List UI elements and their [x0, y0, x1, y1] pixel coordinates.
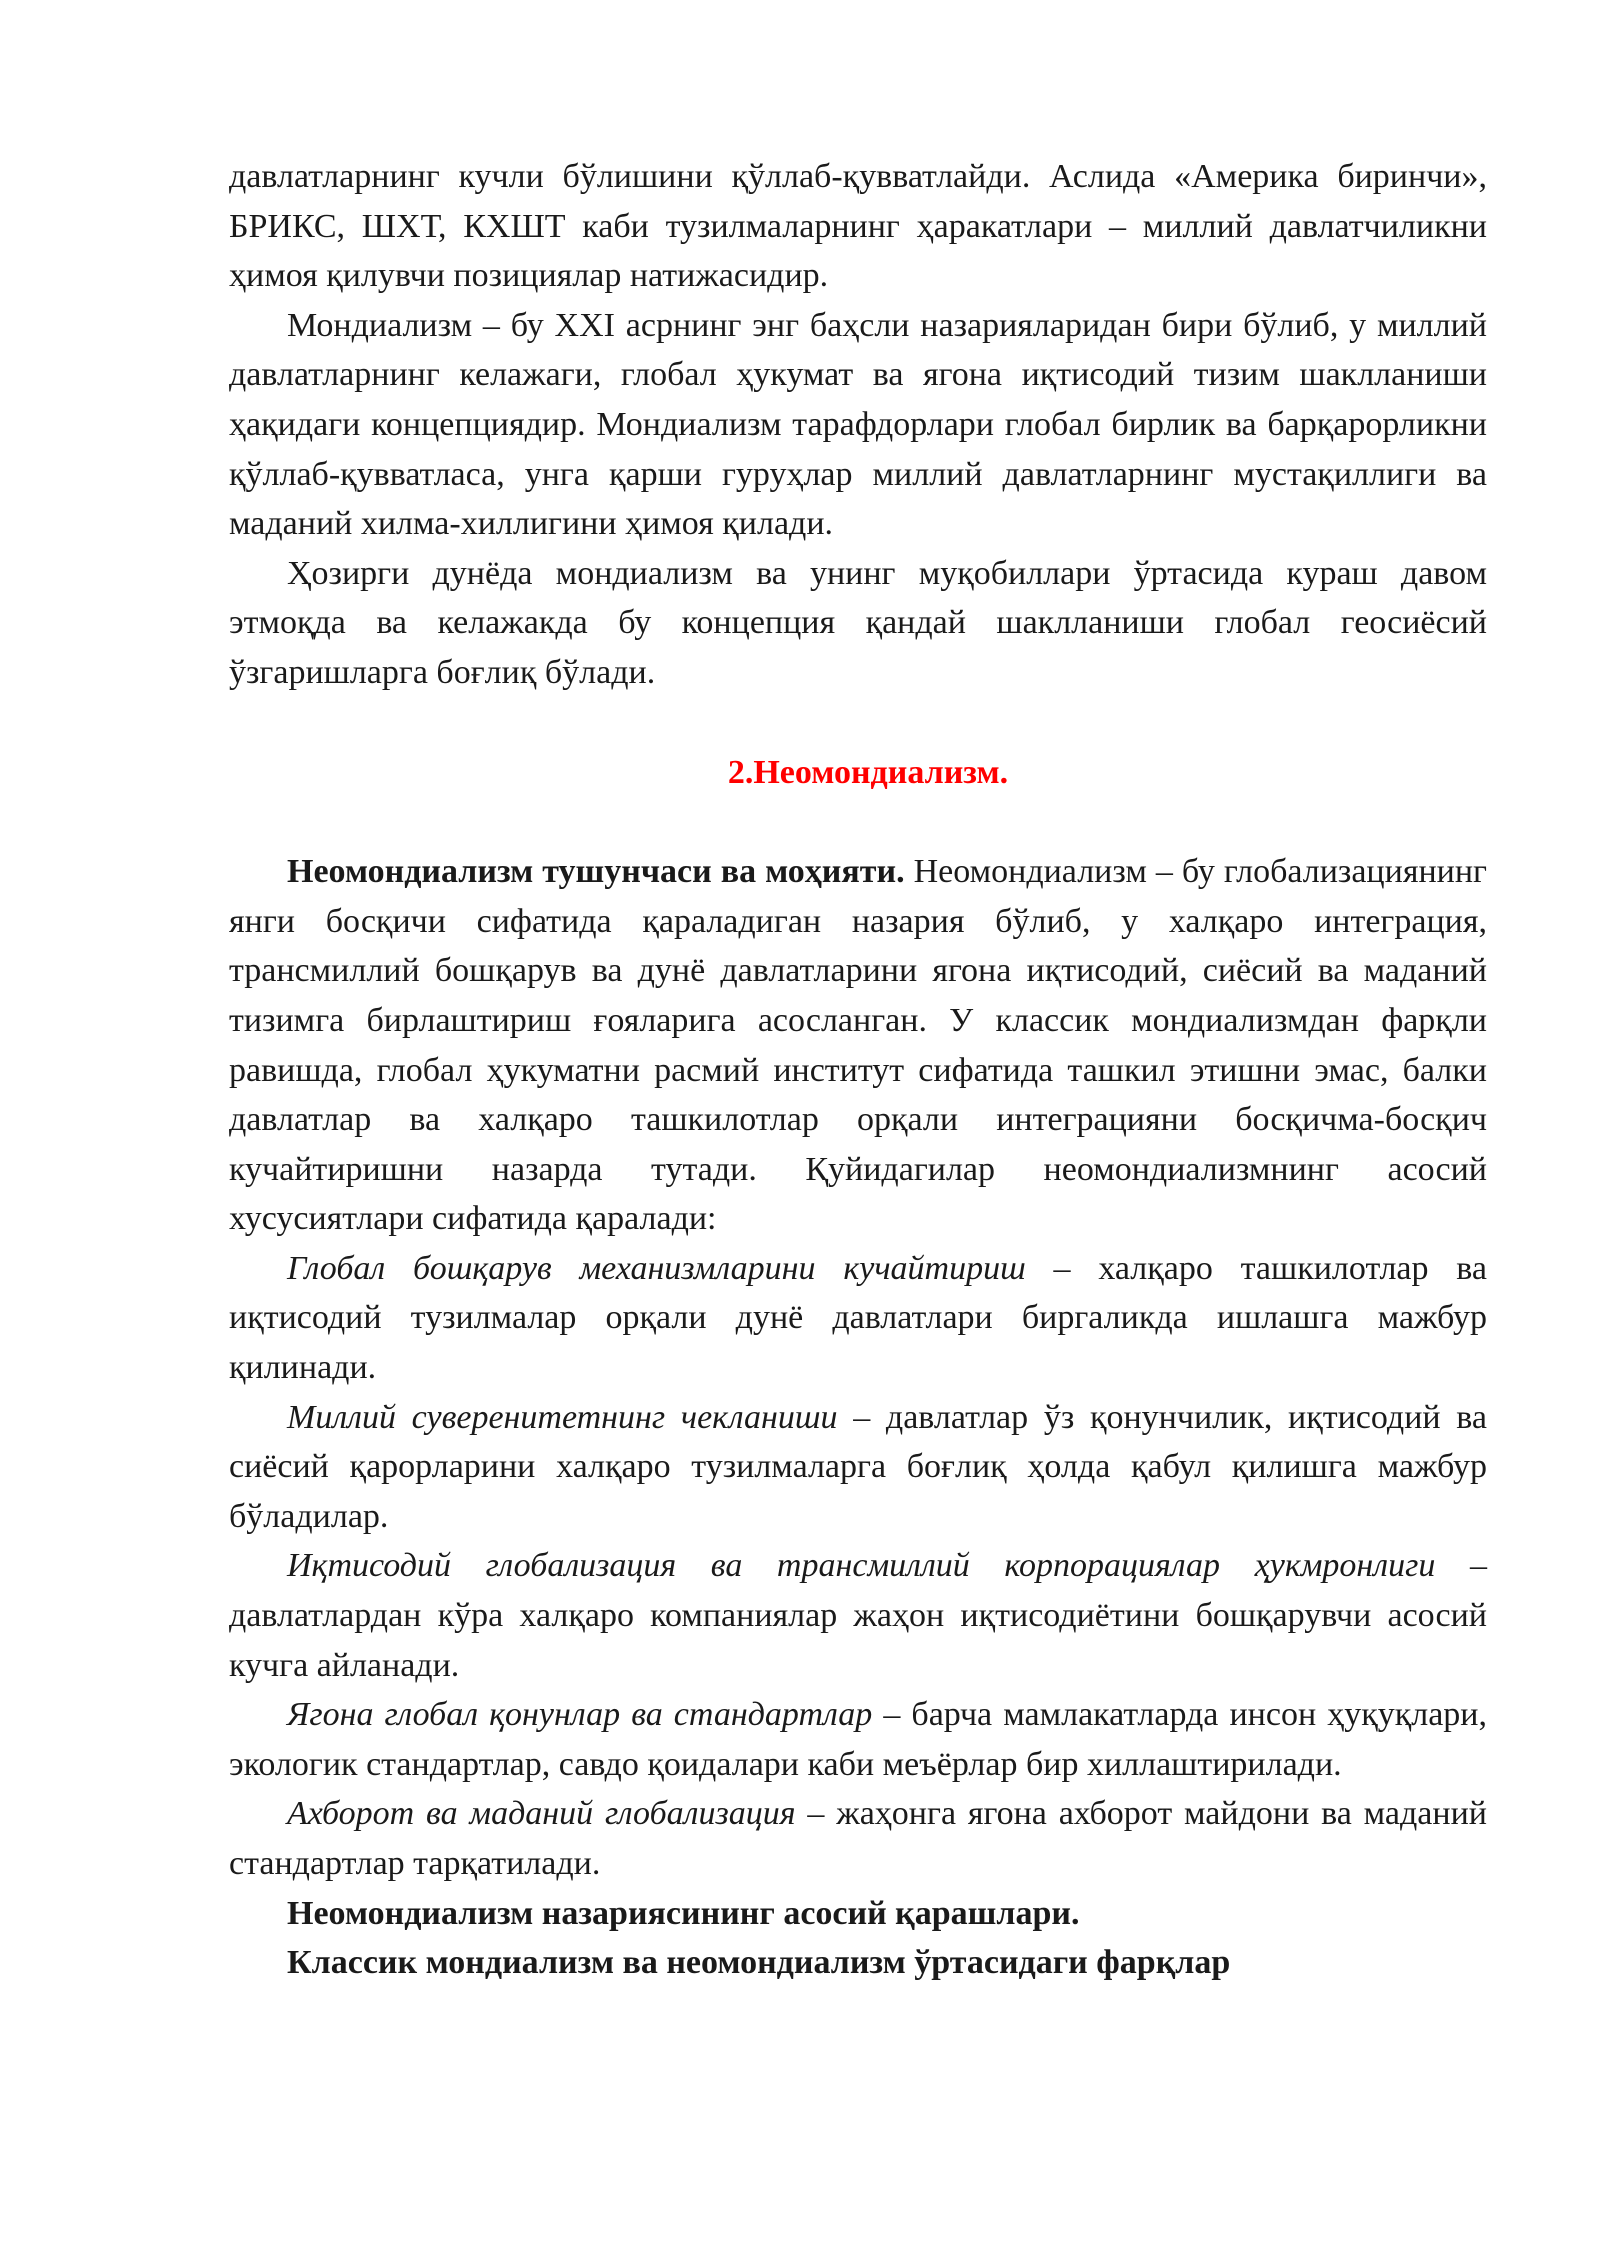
feature-term: Ягона глобал қонунлар ва стандартлар	[287, 1696, 873, 1734]
subheading-differences: Классик мондиализм ва неомондиализм ўртасидаги фарқлар	[287, 1944, 1231, 1982]
feature-text: – барча мамлакатларда инсон ҳуқуқлари, экологик стандартлар, савдо қоидалари каби меъёрлар бир хиллаштирилади.	[229, 1696, 1487, 1783]
feature-item	[229, 1393, 1487, 1542]
feature-text: – жаҳонга ягона ахборот майдони ва маданий стандартлар тарқатилади.	[229, 1795, 1487, 1882]
intro-bold-lead: Неомондиализм тушунчаси ва моҳияти.	[287, 853, 905, 891]
feature-term: Миллий суверенитетнинг чекланиши	[287, 1398, 838, 1436]
paragraph-current-world: Ҳозирги дунёда мондиализм ва унинг муқобиллари ўртасида кураш давом этмоқда ва келажакда бу концепция қандай шаклланиши глобал геосиёсий ўзгаришларга боғлиқ бўлади.	[229, 554, 1487, 691]
intro-text: Неомондиализм – бу глобализациянинг янги босқичи сифатида қараладиган назария бўлиб, у халқаро интеграция, трансмиллий бошқарув ва дунё давлатларини ягона иқтисодий, сиёсий ва маданий тизимга бирлаштириш ғояларига асосланган. У классик мондиализмдан фарқли равишда, глобал ҳукуматни расмий институт сифатида ташкил этишни эмас, балки давлатлар ва халқаро ташкилотлар орқали интеграцияни босқичма-босқич кучайтиришни назарда тутади. Қуйидагилар неомондиализмнинг асосий хусусиятлари сифатида қаралади:	[229, 853, 1487, 1238]
paragraph-neomondialism-intro	[229, 847, 1487, 1244]
feature-item	[229, 1541, 1487, 1690]
document-page	[229, 152, 1487, 1988]
feature-text: – халқаро ташкилотлар ва иқтисодий тузилмалар орқали дунё давлатлари биргаликда ишлашга мажбур қилинади.	[229, 1249, 1487, 1387]
feature-term: Ахборот ва маданий глобализация	[287, 1795, 796, 1833]
feature-text: – давлатлардан кўра халқаро компаниялар жаҳон иқтисодиётини бошқарувчи асосий кучга айланади.	[229, 1547, 1487, 1684]
paragraph-continuation: давлатларнинг кучли бўлишини қўллаб-қувватлайди. Аслида «Америка биринчи», БРИКС, ШХТ, КХШТ каби тузилмаларнинг ҳаракатлари – миллий давлатчиликни ҳимоя қилувчи позициялар натижасидир.	[229, 158, 1487, 295]
paragraph-mondialism-definition: Мондиализм – бу XXI асрнинг энг баҳсли назарияларидан бири бўлиб, у миллий давлатларнинг келажаги, глобал ҳукумат ва ягона иқтисодий тизим шаклланиши ҳақидаги концепциядир. Мондиализм тарафдорлари глобал бирлик ва барқарорликни қўллаб-қувватласа, унга қарши гуруҳлар миллий давлатларнинг мустақиллиги ва маданий хилма-хиллигини ҳимоя қилади.	[229, 306, 1487, 543]
section-heading: 2.Неомондиализм.	[727, 753, 1009, 791]
feature-term: Глобал бошқарув механизмларини кучайтириш	[287, 1249, 1026, 1287]
feature-item	[229, 1789, 1487, 1888]
feature-term: Иқтисодий глобализация ва трансмиллий корпорациялар ҳукмронлиги	[287, 1547, 1436, 1585]
feature-text: – давлатлар ўз қонунчилик, иқтисодий ва сиёсий қарорларини халқаро тузилмаларга боғлиқ ҳолда қабул қилишга мажбур бўладилар.	[229, 1398, 1487, 1535]
feature-item	[229, 1690, 1487, 1789]
subheading-main-views: Неомондиализм назариясининг асосий қарашлари.	[287, 1894, 1080, 1932]
feature-item	[229, 1244, 1487, 1393]
